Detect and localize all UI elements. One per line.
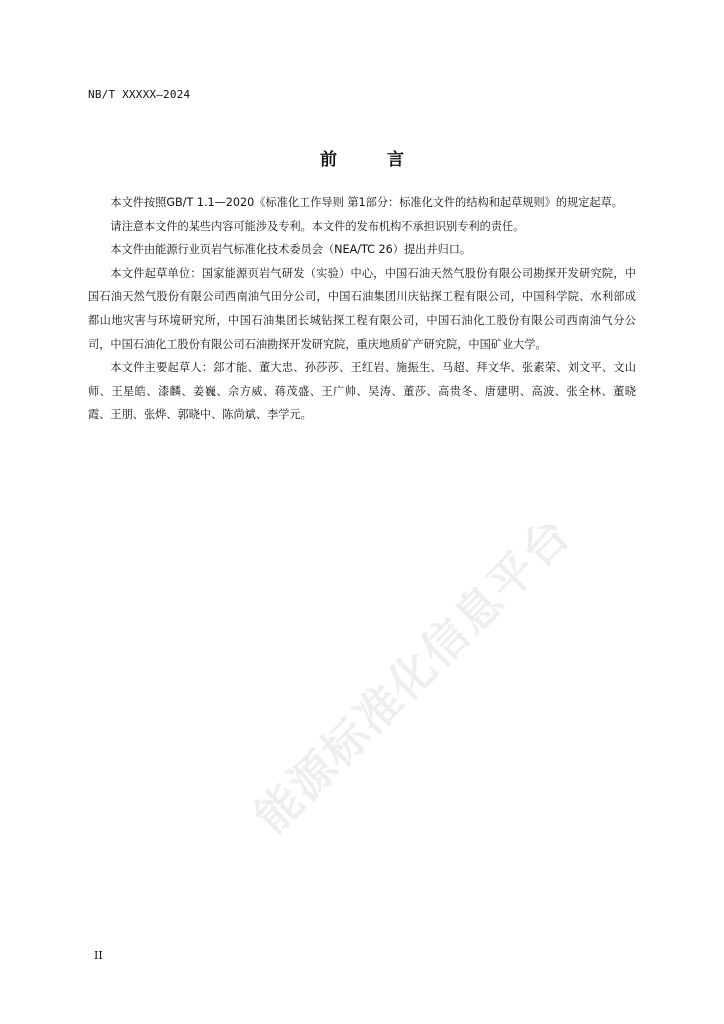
paragraph-drafters: 本文件主要起草人：郐才能、董大忠、孙莎莎、王红岩、施振生、马超、拜文华、张素荣、刘文平、文山师、王星皓、漆麟、姜巍、佘方威、蒋茂盛、王广帅、吴涛、董莎、高贵冬、唐建明、高波、张全林、董晓霞、王朋、张烨、郭晓中、陈尚斌、李学元。: [88, 361, 636, 422]
paragraph-patent-notice: 请注意本文件的某些内容可能涉及专利。本文件的发布机构不承担识别专利的责任。: [110, 219, 525, 233]
document-number: NB/T XXXXX—2024: [88, 88, 191, 101]
watermark: 能源标准化信息平台: [244, 507, 582, 844]
paragraph-drafting-rules: 本文件按照GB/T 1.1—2020《标准化工作导则 第1部分：标准化文件的结构和起草规则》的规定起草。: [110, 196, 623, 209]
paragraph-drafting-units: 本文件起草单位：国家能源页岩气研发（实验）中心，中国石油天然气股份有限公司勘探开发研究院，中国石油天然气股份有限公司西南油气田分公司，中国石油集团川庆钻探工程有限公司，中国科学院、水利部成都山地灾害与环境研究所，中国石油集团长城钻探工程有限公司，中国石油化工股份有限公司西南油气分公司，中国石油化工股份有限公司石油勘探开发研究院，重庆地质矿产研究院，中国矿业大学。: [88, 266, 636, 351]
title-char-2: 言: [386, 150, 404, 170]
page-title: [0, 145, 724, 170]
title-char-1: 前: [320, 150, 338, 170]
page-number: II: [94, 949, 103, 962]
foreword-body: [88, 191, 636, 427]
paragraph-committee: 本文件由能源行业页岩气标准化技术委员会（NEA/TC 26）提出并归口。: [110, 243, 472, 257]
